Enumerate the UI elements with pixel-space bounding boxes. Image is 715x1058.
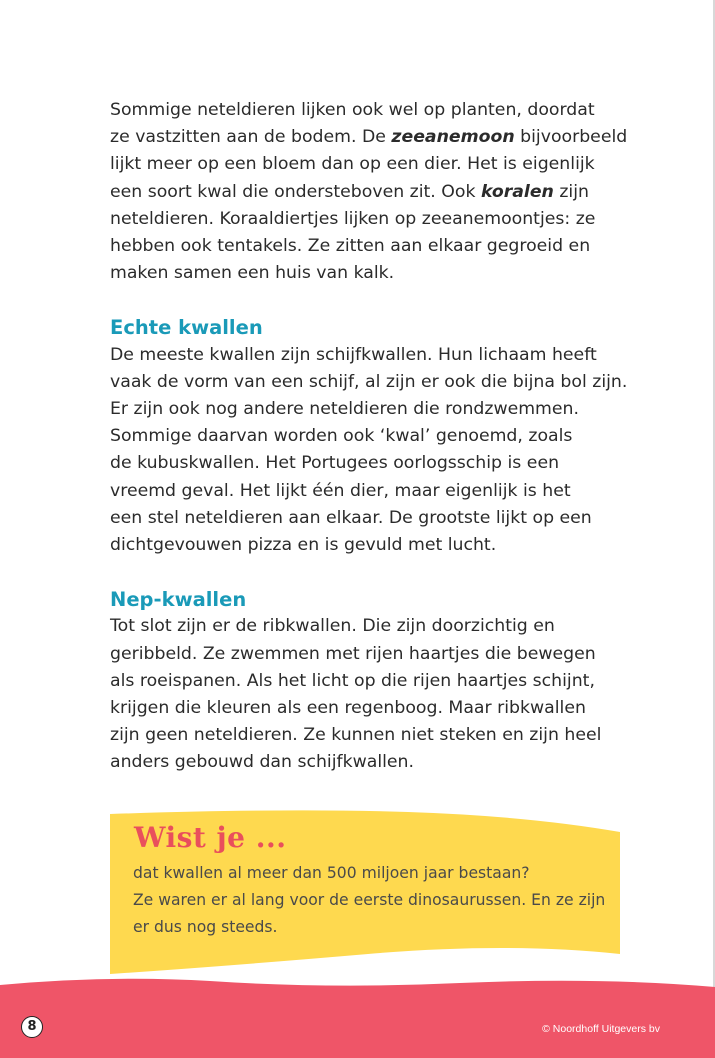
text-line: de kubuskwallen. Het Portugees oorlogsschip is een (110, 453, 560, 474)
footer-band (0, 975, 715, 1058)
text-line: dichtgevouwen pizza en is gevuld met lucht. (110, 535, 497, 556)
text-line: anders gebouwd dan schijfkwallen. (110, 752, 414, 773)
echte-kwallen-paragraph (110, 342, 630, 560)
paragraph-gap (110, 287, 630, 314)
wist-je-title: Wist je ... (134, 821, 287, 854)
text-line: als roeispanen. Als het licht op die rijen haartjes schijnt, (110, 670, 595, 691)
paragraph-gap (110, 559, 630, 586)
intro-paragraph (110, 97, 630, 287)
heading-nep-kwallen: Nep-kwallen (110, 588, 247, 612)
text-line: Sommige daarvan worden ook ‘kwal’ genoemd, zoals (110, 426, 573, 447)
text-line: neteldieren. Koraaldiertjes lijken op zeeanemoontjes: ze (110, 208, 596, 229)
text-line: geribbeld. Ze zwemmen met rijen haartjes die bewegen (110, 643, 596, 664)
term-zeeanemoon: zeeanemoon (391, 127, 515, 148)
page-number-badge: 8 (21, 1016, 43, 1038)
text-line: dat kwallen al meer dan 500 miljoen jaar bestaan? (133, 864, 530, 882)
text-line: Er zijn ook nog andere neteldieren die rondzwemmen. (110, 399, 579, 420)
text-line: krijgen die kleuren als een regenboog. Maar ribkwallen (110, 698, 586, 719)
text-line: vaak de vorm van een schijf, al zijn er ook die bijna bol zijn. (110, 371, 628, 392)
term-koralen: koralen (480, 181, 554, 202)
text-line: ze vastzitten aan de bodem. De zeeanemoon bijvoorbeeld (110, 127, 628, 148)
text-line: vreemd geval. Het lijkt één dier, maar eigenlijk is het (110, 480, 571, 501)
wist-je-text (133, 860, 605, 941)
text-line: zijn geen neteldieren. Ze kunnen niet steken en zijn heel (110, 725, 602, 746)
text-line: Tot slot zijn er de ribkwallen. Die zijn doorzichtig en (110, 616, 555, 637)
copyright-notice: © Noordhoff Uitgevers bv (542, 1023, 660, 1035)
nep-kwallen-paragraph (110, 613, 630, 776)
text-line: maken samen een huis van kalk. (110, 263, 395, 284)
text-line: De meeste kwallen zijn schijfkwallen. Hun lichaam heeft (110, 344, 597, 365)
text-line: er dus nog steeds. (133, 918, 278, 936)
article-body (110, 97, 630, 777)
text-line: een soort kwal die ondersteboven zit. Ook koralen zijn (110, 181, 589, 202)
text-line: hebben ook tentakels. Ze zitten aan elkaar gegroeid en (110, 236, 591, 257)
text-line: lijkt meer op een bloem dan op een dier. Het is eigenlijk (110, 154, 595, 175)
text-line: een stel neteldieren aan elkaar. De grootste lijkt op een (110, 507, 592, 528)
footer-wave (0, 975, 715, 1058)
text-line: Ze waren er al lang voor de eerste dinosaurussen. En ze zijn (133, 891, 606, 909)
wist-je-callout (108, 808, 624, 976)
heading-echte-kwallen: Echte kwallen (110, 316, 263, 340)
text-line: Sommige neteldieren lijken ook wel op planten, doordat (110, 100, 595, 120)
